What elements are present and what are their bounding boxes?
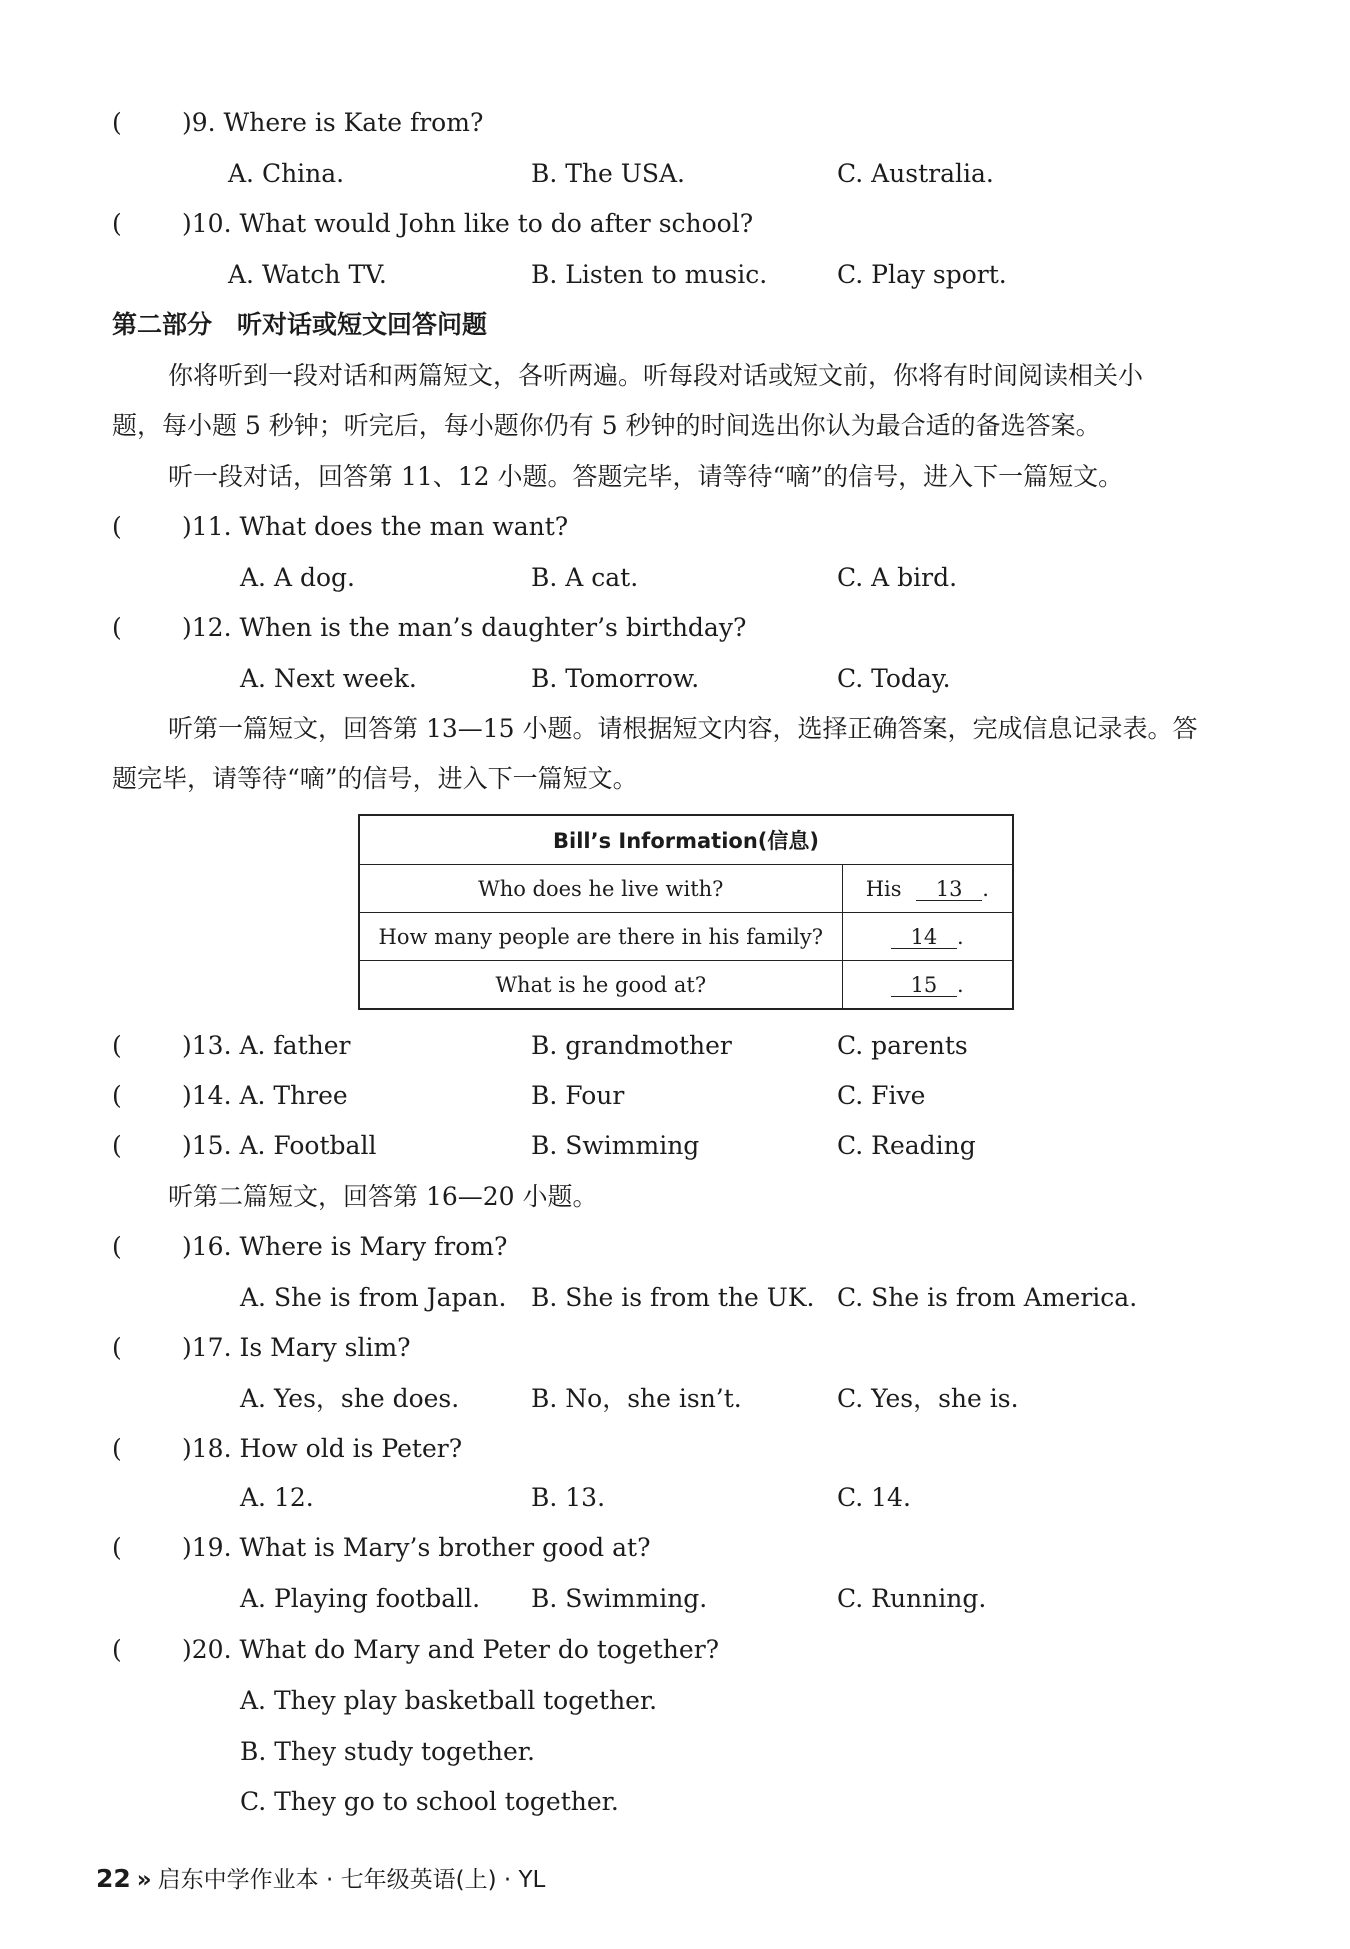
- table-answer-cell: [842, 913, 1013, 961]
- option-b[interactable]: B. A cat.: [531, 563, 639, 592]
- dialogue-instruction: 听一段对话，回答第 11、12 小题。答题完毕，请等待“嘀”的信号，进入下一篇短文。: [168, 462, 1124, 491]
- intro-line-1: 你将听到一段对话和两篇短文，各听两遍。听每段对话或短文前，你将有时间阅读相关小: [168, 361, 1144, 390]
- option-a[interactable]: A. She is from Japan.: [240, 1283, 507, 1312]
- page-number: 22: [96, 1864, 131, 1893]
- option-c[interactable]: C. Yes，she is.: [837, 1384, 1019, 1413]
- info-table: [358, 814, 1014, 1010]
- answer-paren[interactable]: (: [112, 209, 122, 238]
- question-stem: )13. A. father: [182, 1031, 351, 1060]
- answer-paren[interactable]: (: [112, 108, 122, 137]
- answer-prefix: His: [865, 876, 902, 901]
- option-c[interactable]: C. A bird.: [837, 563, 958, 592]
- answer-paren[interactable]: (: [112, 512, 122, 541]
- table-question: What is he good at?: [359, 961, 842, 1010]
- option-b[interactable]: B. The USA.: [531, 159, 685, 188]
- option-c[interactable]: C. Today.: [837, 664, 951, 693]
- question-stem: )9. Where is Kate from?: [182, 108, 484, 137]
- option-a[interactable]: A. 12.: [240, 1483, 314, 1512]
- question-stem: )14. A. Three: [182, 1081, 348, 1110]
- answer-paren[interactable]: (: [112, 1031, 122, 1060]
- double-chevron-icon: »: [136, 1867, 152, 1893]
- answer-paren[interactable]: (: [112, 1333, 122, 1362]
- option-b[interactable]: B. She is from the UK.: [531, 1283, 815, 1312]
- answer-blank[interactable]: 14: [891, 926, 957, 949]
- question-stem: )16. Where is Mary from?: [182, 1232, 508, 1261]
- option-a[interactable]: A. Playing football.: [240, 1584, 481, 1613]
- answer-suffix: .: [956, 972, 964, 997]
- table-answer-cell: [842, 865, 1013, 913]
- question-stem: )19. What is Mary’s brother good at?: [182, 1533, 651, 1562]
- option-c[interactable]: C. 14.: [837, 1483, 911, 1512]
- option-b[interactable]: B. Four: [531, 1081, 625, 1110]
- table-row: [359, 961, 1013, 1010]
- answer-paren[interactable]: (: [112, 1131, 122, 1160]
- option-a[interactable]: A. A dog.: [240, 563, 355, 592]
- option-b[interactable]: B. Swimming.: [531, 1584, 708, 1613]
- option-b[interactable]: B. Swimming: [531, 1131, 700, 1160]
- option-a[interactable]: A. China.: [228, 159, 345, 188]
- answer-paren[interactable]: (: [112, 1533, 122, 1562]
- option-c[interactable]: C. She is from America.: [837, 1283, 1138, 1312]
- table-row: [359, 913, 1013, 961]
- book-title: 启东中学作业本 · 七年级英语(上) · YL: [157, 1867, 546, 1893]
- answer-paren[interactable]: (: [112, 613, 122, 642]
- answer-suffix: .: [956, 924, 964, 949]
- option-b[interactable]: B. grandmother: [531, 1031, 732, 1060]
- question-stem: )18. How old is Peter?: [182, 1434, 463, 1463]
- question-stem: )11. What does the man want?: [182, 512, 569, 541]
- table-header-row: [359, 815, 1013, 865]
- answer-paren[interactable]: (: [112, 1635, 122, 1664]
- answer-blank[interactable]: 15: [891, 974, 957, 997]
- question-stem: )20. What do Mary and Peter do together?: [182, 1635, 720, 1664]
- option-c[interactable]: C. Australia.: [837, 159, 994, 188]
- question-stem: )12. When is the man’s daughter’s birthday?: [182, 613, 747, 642]
- question-stem: )17. Is Mary slim?: [182, 1333, 411, 1362]
- option-c[interactable]: C. Play sport.: [837, 260, 1007, 289]
- option-b[interactable]: B. Listen to music.: [531, 260, 768, 289]
- answer-paren[interactable]: (: [112, 1434, 122, 1463]
- option-a[interactable]: A. Watch TV.: [228, 260, 387, 289]
- answer-paren[interactable]: (: [112, 1232, 122, 1261]
- option-c[interactable]: C. parents: [837, 1031, 968, 1060]
- answer-paren[interactable]: (: [112, 1081, 122, 1110]
- table-question: Who does he live with?: [359, 865, 842, 913]
- passage2-instruction: 听第二篇短文，回答第 16—20 小题。: [168, 1182, 598, 1211]
- passage1-instruction-line-1: 听第一篇短文，回答第 13—15 小题。请根据短文内容，选择正确答案，完成信息记录表。答: [168, 714, 1198, 743]
- table-title: Bill’s Information(信息): [359, 815, 1013, 865]
- option-c[interactable]: C. Five: [837, 1081, 926, 1110]
- page-footer: [96, 1864, 545, 1895]
- answer-blank[interactable]: 13: [916, 878, 982, 901]
- table-question: How many people are there in his family?: [359, 913, 842, 961]
- table-row: [359, 865, 1013, 913]
- option-b[interactable]: B. They study together.: [240, 1737, 535, 1766]
- question-stem: )10. What would John like to do after school?: [182, 209, 754, 238]
- intro-line-2: 题，每小题 5 秒钟；听完后，每小题你仍有 5 秒钟的时间选出你认为最合适的备选答案。: [112, 411, 1101, 440]
- answer-suffix: .: [982, 876, 989, 901]
- option-b[interactable]: B. Tomorrow.: [531, 664, 700, 693]
- table-answer-cell: [842, 961, 1013, 1010]
- option-a[interactable]: A. They play basketball together.: [240, 1686, 658, 1715]
- option-b[interactable]: B. No，she isn’t.: [531, 1384, 742, 1413]
- option-c[interactable]: C. Running.: [837, 1584, 987, 1613]
- passage1-instruction-line-2: 题完毕，请等待“嘀”的信号，进入下一篇短文。: [112, 764, 638, 793]
- option-c[interactable]: C. Reading: [837, 1131, 976, 1160]
- option-a[interactable]: A. Next week.: [240, 664, 417, 693]
- question-stem: )15. A. Football: [182, 1131, 377, 1160]
- section-heading: 第二部分 听对话或短文回答问题: [112, 310, 488, 339]
- option-c[interactable]: C. They go to school together.: [240, 1787, 619, 1816]
- option-b[interactable]: B. 13.: [531, 1483, 606, 1512]
- option-a[interactable]: A. Yes，she does.: [240, 1384, 460, 1413]
